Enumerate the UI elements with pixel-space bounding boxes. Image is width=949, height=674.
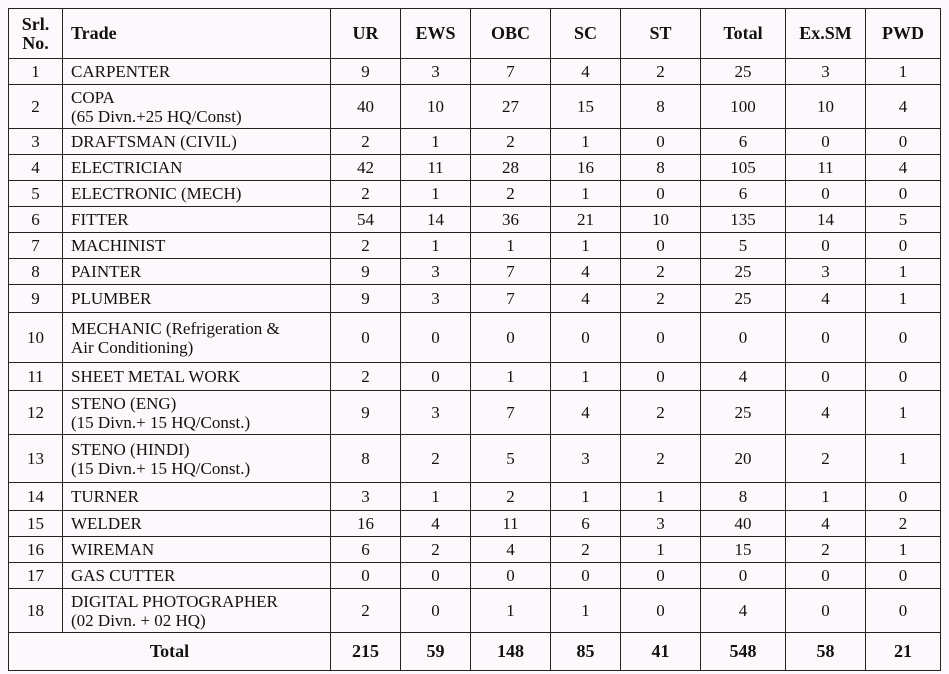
trade-name: ELECTRICIAN xyxy=(71,158,183,177)
total-ews: 59 xyxy=(401,633,471,671)
cell-pwd: 0 xyxy=(866,483,941,511)
table-row xyxy=(9,181,941,207)
table-row xyxy=(9,129,941,155)
cell-sc: 4 xyxy=(551,285,621,313)
header-ur: UR xyxy=(331,9,401,59)
cell-srl: 8 xyxy=(9,259,63,285)
cell-st: 0 xyxy=(621,313,701,363)
cell-st: 0 xyxy=(621,129,701,155)
cell-sc: 1 xyxy=(551,483,621,511)
cell-srl: 10 xyxy=(9,313,63,363)
cell-ews: 1 xyxy=(401,483,471,511)
table-row xyxy=(9,435,941,483)
cell-srl: 4 xyxy=(9,155,63,181)
cell-obc: 2 xyxy=(471,483,551,511)
trade-detail: Air Conditioning) xyxy=(71,337,194,357)
cell-total: 6 xyxy=(701,129,786,155)
cell-obc: 7 xyxy=(471,59,551,85)
cell-exsm: 0 xyxy=(786,181,866,207)
cell-exsm: 11 xyxy=(786,155,866,181)
trade-name: FITTER xyxy=(71,210,129,229)
cell-trade xyxy=(63,563,331,589)
cell-sc: 1 xyxy=(551,129,621,155)
cell-obc: 1 xyxy=(471,363,551,391)
cell-sc: 1 xyxy=(551,363,621,391)
cell-ur: 42 xyxy=(331,155,401,181)
cell-ews: 2 xyxy=(401,435,471,483)
cell-total: 6 xyxy=(701,181,786,207)
cell-total: 15 xyxy=(701,537,786,563)
table-row xyxy=(9,589,941,633)
total-obc: 148 xyxy=(471,633,551,671)
cell-total: 4 xyxy=(701,363,786,391)
cell-pwd: 1 xyxy=(866,259,941,285)
cell-trade xyxy=(63,181,331,207)
cell-obc: 7 xyxy=(471,391,551,435)
cell-trade xyxy=(63,59,331,85)
cell-srl: 3 xyxy=(9,129,63,155)
table-row xyxy=(9,511,941,537)
cell-trade xyxy=(63,537,331,563)
cell-sc: 4 xyxy=(551,59,621,85)
trade-name: WELDER xyxy=(71,514,142,533)
cell-sc: 0 xyxy=(551,313,621,363)
cell-srl: 7 xyxy=(9,233,63,259)
cell-obc: 2 xyxy=(471,129,551,155)
trade-detail: (15 Divn.+ 15 HQ/Const.) xyxy=(71,458,251,478)
cell-ur: 2 xyxy=(331,181,401,207)
cell-obc: 36 xyxy=(471,207,551,233)
cell-ur: 0 xyxy=(331,313,401,363)
trade-name: DRAFTSMAN (CIVIL) xyxy=(71,132,237,151)
cell-pwd: 4 xyxy=(866,155,941,181)
header-trade: Trade xyxy=(63,9,331,59)
total-pwd: 21 xyxy=(866,633,941,671)
cell-pwd: 5 xyxy=(866,207,941,233)
cell-ews: 4 xyxy=(401,511,471,537)
cell-exsm: 3 xyxy=(786,259,866,285)
total-row xyxy=(9,633,941,671)
cell-trade xyxy=(63,313,331,363)
cell-total: 5 xyxy=(701,233,786,259)
trade-detail: (15 Divn.+ 15 HQ/Const.) xyxy=(71,412,251,432)
cell-ews: 2 xyxy=(401,537,471,563)
cell-srl: 13 xyxy=(9,435,63,483)
cell-total: 105 xyxy=(701,155,786,181)
cell-obc: 5 xyxy=(471,435,551,483)
vacancy-table xyxy=(8,8,941,671)
table-row xyxy=(9,85,941,129)
cell-st: 8 xyxy=(621,85,701,129)
cell-ews: 0 xyxy=(401,363,471,391)
cell-st: 2 xyxy=(621,259,701,285)
cell-total: 135 xyxy=(701,207,786,233)
cell-srl: 17 xyxy=(9,563,63,589)
header-srl-no xyxy=(9,9,63,59)
cell-exsm: 14 xyxy=(786,207,866,233)
cell-srl: 11 xyxy=(9,363,63,391)
cell-pwd: 0 xyxy=(866,563,941,589)
cell-ur: 2 xyxy=(331,363,401,391)
cell-total: 0 xyxy=(701,313,786,363)
table-row xyxy=(9,155,941,181)
header-pwd: PWD xyxy=(866,9,941,59)
trade-name: STENO (HINDI) xyxy=(71,439,190,459)
cell-total: 25 xyxy=(701,285,786,313)
header-total: Total xyxy=(701,9,786,59)
total-sc: 85 xyxy=(551,633,621,671)
cell-st: 2 xyxy=(621,391,701,435)
cell-exsm: 0 xyxy=(786,313,866,363)
cell-sc: 16 xyxy=(551,155,621,181)
trade-name: SHEET METAL WORK xyxy=(71,367,241,386)
trade-name: PAINTER xyxy=(71,262,142,281)
table-row xyxy=(9,259,941,285)
cell-srl: 1 xyxy=(9,59,63,85)
cell-exsm: 0 xyxy=(786,589,866,633)
table-row xyxy=(9,233,941,259)
cell-trade xyxy=(63,435,331,483)
cell-total: 25 xyxy=(701,59,786,85)
cell-total: 4 xyxy=(701,589,786,633)
header-sc: SC xyxy=(551,9,621,59)
cell-total: 25 xyxy=(701,259,786,285)
trade-name: TURNER xyxy=(71,487,139,506)
cell-obc: 0 xyxy=(471,563,551,589)
cell-exsm: 10 xyxy=(786,85,866,129)
cell-exsm: 3 xyxy=(786,59,866,85)
cell-ur: 9 xyxy=(331,285,401,313)
cell-ur: 54 xyxy=(331,207,401,233)
cell-ews: 11 xyxy=(401,155,471,181)
total-st: 41 xyxy=(621,633,701,671)
cell-st: 2 xyxy=(621,435,701,483)
cell-ur: 9 xyxy=(331,259,401,285)
table-row xyxy=(9,363,941,391)
cell-ews: 1 xyxy=(401,181,471,207)
header-row xyxy=(9,9,941,59)
cell-ur: 2 xyxy=(331,129,401,155)
header-st: ST xyxy=(621,9,701,59)
table-row xyxy=(9,285,941,313)
cell-trade xyxy=(63,207,331,233)
table-row xyxy=(9,537,941,563)
cell-exsm: 0 xyxy=(786,129,866,155)
cell-ur: 16 xyxy=(331,511,401,537)
cell-exsm: 2 xyxy=(786,435,866,483)
trade-name: MECHANIC (Refrigeration & xyxy=(71,318,280,338)
cell-srl: 6 xyxy=(9,207,63,233)
cell-obc: 2 xyxy=(471,181,551,207)
cell-sc: 4 xyxy=(551,391,621,435)
cell-obc: 1 xyxy=(471,233,551,259)
table-row xyxy=(9,483,941,511)
cell-ews: 0 xyxy=(401,589,471,633)
cell-trade xyxy=(63,363,331,391)
cell-ur: 3 xyxy=(331,483,401,511)
cell-total: 25 xyxy=(701,391,786,435)
cell-sc: 1 xyxy=(551,181,621,207)
cell-sc: 6 xyxy=(551,511,621,537)
cell-ur: 9 xyxy=(331,59,401,85)
cell-srl: 5 xyxy=(9,181,63,207)
trade-name: DIGITAL PHOTOGRAPHER xyxy=(71,591,278,611)
cell-obc: 7 xyxy=(471,259,551,285)
trade-detail: (02 Divn. + 02 HQ) xyxy=(71,610,206,630)
table-row xyxy=(9,313,941,363)
cell-pwd: 4 xyxy=(866,85,941,129)
total-exsm: 58 xyxy=(786,633,866,671)
cell-total: 40 xyxy=(701,511,786,537)
cell-ur: 0 xyxy=(331,563,401,589)
header-exsm: Ex.SM xyxy=(786,9,866,59)
cell-st: 3 xyxy=(621,511,701,537)
cell-ur: 2 xyxy=(331,589,401,633)
cell-sc: 4 xyxy=(551,259,621,285)
table-row xyxy=(9,391,941,435)
cell-exsm: 4 xyxy=(786,511,866,537)
trade-name: WIREMAN xyxy=(71,540,155,559)
cell-st: 2 xyxy=(621,285,701,313)
total-total: 548 xyxy=(701,633,786,671)
cell-obc: 11 xyxy=(471,511,551,537)
cell-st: 0 xyxy=(621,363,701,391)
header-no: No. xyxy=(22,32,49,53)
cell-ur: 40 xyxy=(331,85,401,129)
cell-ews: 0 xyxy=(401,313,471,363)
cell-exsm: 4 xyxy=(786,285,866,313)
cell-srl: 2 xyxy=(9,85,63,129)
cell-exsm: 0 xyxy=(786,233,866,259)
total-ur: 215 xyxy=(331,633,401,671)
cell-pwd: 0 xyxy=(866,363,941,391)
cell-total: 100 xyxy=(701,85,786,129)
cell-st: 0 xyxy=(621,233,701,259)
cell-ur: 9 xyxy=(331,391,401,435)
cell-sc: 1 xyxy=(551,589,621,633)
cell-pwd: 1 xyxy=(866,391,941,435)
cell-obc: 1 xyxy=(471,589,551,633)
trade-name: CARPENTER xyxy=(71,62,171,81)
trade-name: MACHINIST xyxy=(71,236,166,255)
cell-trade xyxy=(63,85,331,129)
cell-srl: 18 xyxy=(9,589,63,633)
cell-exsm: 0 xyxy=(786,363,866,391)
cell-pwd: 1 xyxy=(866,285,941,313)
cell-pwd: 0 xyxy=(866,233,941,259)
cell-pwd: 0 xyxy=(866,313,941,363)
cell-obc: 0 xyxy=(471,313,551,363)
cell-srl: 15 xyxy=(9,511,63,537)
cell-trade xyxy=(63,155,331,181)
cell-obc: 27 xyxy=(471,85,551,129)
cell-sc: 3 xyxy=(551,435,621,483)
cell-st: 8 xyxy=(621,155,701,181)
cell-ews: 1 xyxy=(401,129,471,155)
cell-pwd: 1 xyxy=(866,435,941,483)
cell-st: 10 xyxy=(621,207,701,233)
trade-name: PLUMBER xyxy=(71,289,152,308)
cell-trade xyxy=(63,391,331,435)
trade-detail: (65 Divn.+25 HQ/Const) xyxy=(71,106,242,126)
cell-st: 0 xyxy=(621,563,701,589)
cell-sc: 21 xyxy=(551,207,621,233)
cell-sc: 0 xyxy=(551,563,621,589)
cell-trade xyxy=(63,483,331,511)
table-row xyxy=(9,59,941,85)
cell-st: 2 xyxy=(621,59,701,85)
table-row xyxy=(9,207,941,233)
cell-trade xyxy=(63,233,331,259)
cell-ews: 14 xyxy=(401,207,471,233)
cell-sc: 1 xyxy=(551,233,621,259)
trade-name: ELECTRONIC (MECH) xyxy=(71,184,242,203)
cell-total: 8 xyxy=(701,483,786,511)
cell-obc: 7 xyxy=(471,285,551,313)
cell-trade xyxy=(63,259,331,285)
cell-obc: 28 xyxy=(471,155,551,181)
header-srl: Srl. xyxy=(21,13,50,34)
table-row xyxy=(9,563,941,589)
cell-st: 0 xyxy=(621,589,701,633)
cell-pwd: 1 xyxy=(866,59,941,85)
cell-srl: 12 xyxy=(9,391,63,435)
cell-exsm: 4 xyxy=(786,391,866,435)
cell-trade xyxy=(63,285,331,313)
header-obc: OBC xyxy=(471,9,551,59)
cell-ews: 0 xyxy=(401,563,471,589)
cell-pwd: 0 xyxy=(866,129,941,155)
trade-name: GAS CUTTER xyxy=(71,566,176,585)
cell-exsm: 0 xyxy=(786,563,866,589)
cell-trade xyxy=(63,511,331,537)
cell-pwd: 0 xyxy=(866,181,941,207)
cell-ews: 1 xyxy=(401,233,471,259)
cell-srl: 14 xyxy=(9,483,63,511)
cell-st: 1 xyxy=(621,483,701,511)
cell-trade xyxy=(63,589,331,633)
cell-pwd: 2 xyxy=(866,511,941,537)
cell-total: 20 xyxy=(701,435,786,483)
cell-ews: 10 xyxy=(401,85,471,129)
cell-pwd: 0 xyxy=(866,589,941,633)
cell-sc: 2 xyxy=(551,537,621,563)
cell-ews: 3 xyxy=(401,259,471,285)
cell-ews: 3 xyxy=(401,391,471,435)
cell-srl: 9 xyxy=(9,285,63,313)
trade-name: COPA xyxy=(71,87,115,107)
cell-exsm: 2 xyxy=(786,537,866,563)
total-label: Total xyxy=(9,633,331,671)
cell-obc: 4 xyxy=(471,537,551,563)
header-ews: EWS xyxy=(401,9,471,59)
cell-st: 1 xyxy=(621,537,701,563)
cell-ews: 3 xyxy=(401,285,471,313)
cell-srl: 16 xyxy=(9,537,63,563)
cell-ur: 8 xyxy=(331,435,401,483)
cell-ur: 2 xyxy=(331,233,401,259)
cell-total: 0 xyxy=(701,563,786,589)
cell-exsm: 1 xyxy=(786,483,866,511)
cell-pwd: 1 xyxy=(866,537,941,563)
cell-sc: 15 xyxy=(551,85,621,129)
cell-st: 0 xyxy=(621,181,701,207)
cell-trade xyxy=(63,129,331,155)
trade-name: STENO (ENG) xyxy=(71,393,177,413)
cell-ews: 3 xyxy=(401,59,471,85)
cell-ur: 6 xyxy=(331,537,401,563)
